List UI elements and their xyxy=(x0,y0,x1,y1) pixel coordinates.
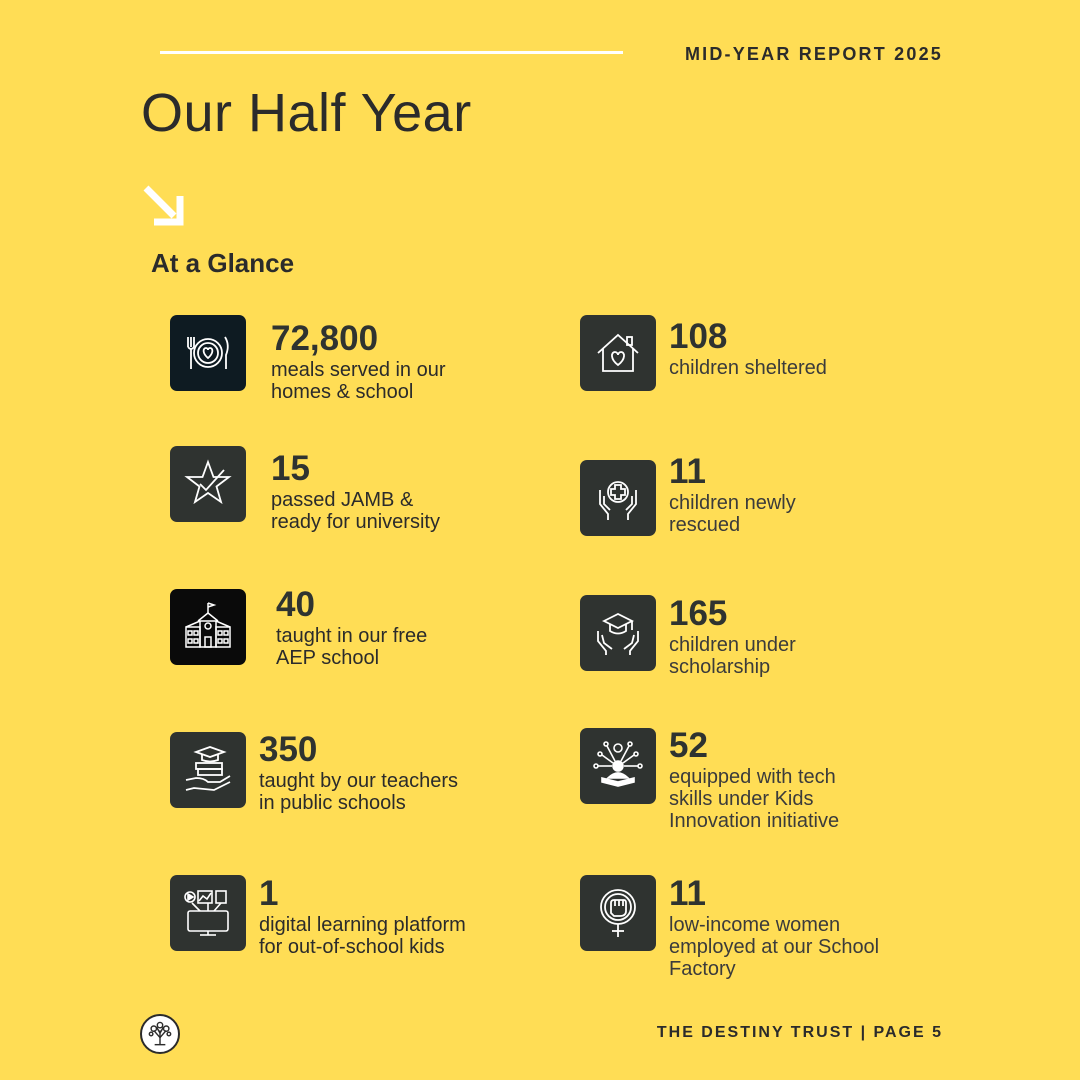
stat-description: low-income women employed at our School Factory xyxy=(669,914,880,980)
stat-number: 350 xyxy=(259,730,318,769)
school-building-icon xyxy=(170,589,246,665)
stat-rescued xyxy=(669,453,796,536)
star-check-icon xyxy=(170,446,246,522)
stat-number: 165 xyxy=(669,594,728,633)
report-label: MID-YEAR REPORT 2025 xyxy=(684,44,943,64)
stat-description: children under scholarship xyxy=(669,634,796,678)
hands-medical-cross-icon xyxy=(580,460,656,536)
stat-sheltered xyxy=(669,318,827,379)
arrow-down-right-icon xyxy=(140,182,184,226)
stat-number: 40 xyxy=(276,585,315,624)
stat-meals xyxy=(271,320,446,403)
stat-public-schools xyxy=(259,731,458,814)
stat-description: children newly rescued xyxy=(669,492,796,536)
stat-number: 11 xyxy=(669,874,706,913)
stat-number: 11 xyxy=(669,452,706,491)
stat-number: 15 xyxy=(271,449,310,488)
stat-number: 72,800 xyxy=(271,319,379,358)
stat-number: 52 xyxy=(669,726,708,765)
stat-description: digital learning platform for out-of-school kids xyxy=(259,914,466,958)
stat-scholarship xyxy=(669,595,796,678)
header-divider-line xyxy=(160,51,623,54)
house-heart-icon xyxy=(580,315,656,391)
plate-heart-icon xyxy=(170,315,246,391)
hands-graduation-cap-icon xyxy=(580,595,656,671)
stat-description: taught in our free AEP school xyxy=(276,625,428,669)
stat-jamb xyxy=(271,450,440,533)
stat-aep-school xyxy=(276,586,427,669)
female-fist-icon xyxy=(580,875,656,951)
section-subtitle: At a Glance xyxy=(151,248,295,278)
footer-text: THE DESTINY TRUST | PAGE 5 xyxy=(656,1024,943,1041)
destiny-trust-logo xyxy=(140,1014,180,1054)
books-cap-hand-icon xyxy=(170,732,246,808)
stat-digital-platform xyxy=(259,875,466,958)
digital-screen-icon xyxy=(170,875,246,951)
stat-description: equipped with tech skills under Kids Innovation initiative xyxy=(669,766,840,832)
page-title: Our Half Year xyxy=(141,83,472,143)
stat-description: meals served in our homes & school xyxy=(271,359,446,403)
stat-women-employed xyxy=(669,875,879,980)
stat-description: taught by our teachers in public schools xyxy=(259,770,459,814)
stat-description: passed JAMB & ready for university xyxy=(271,489,440,533)
stat-number: 108 xyxy=(669,317,728,356)
stat-tech-skills xyxy=(669,727,839,832)
tech-network-person-icon xyxy=(580,728,656,804)
stat-number: 1 xyxy=(259,874,279,913)
stat-description: children sheltered xyxy=(669,357,827,379)
